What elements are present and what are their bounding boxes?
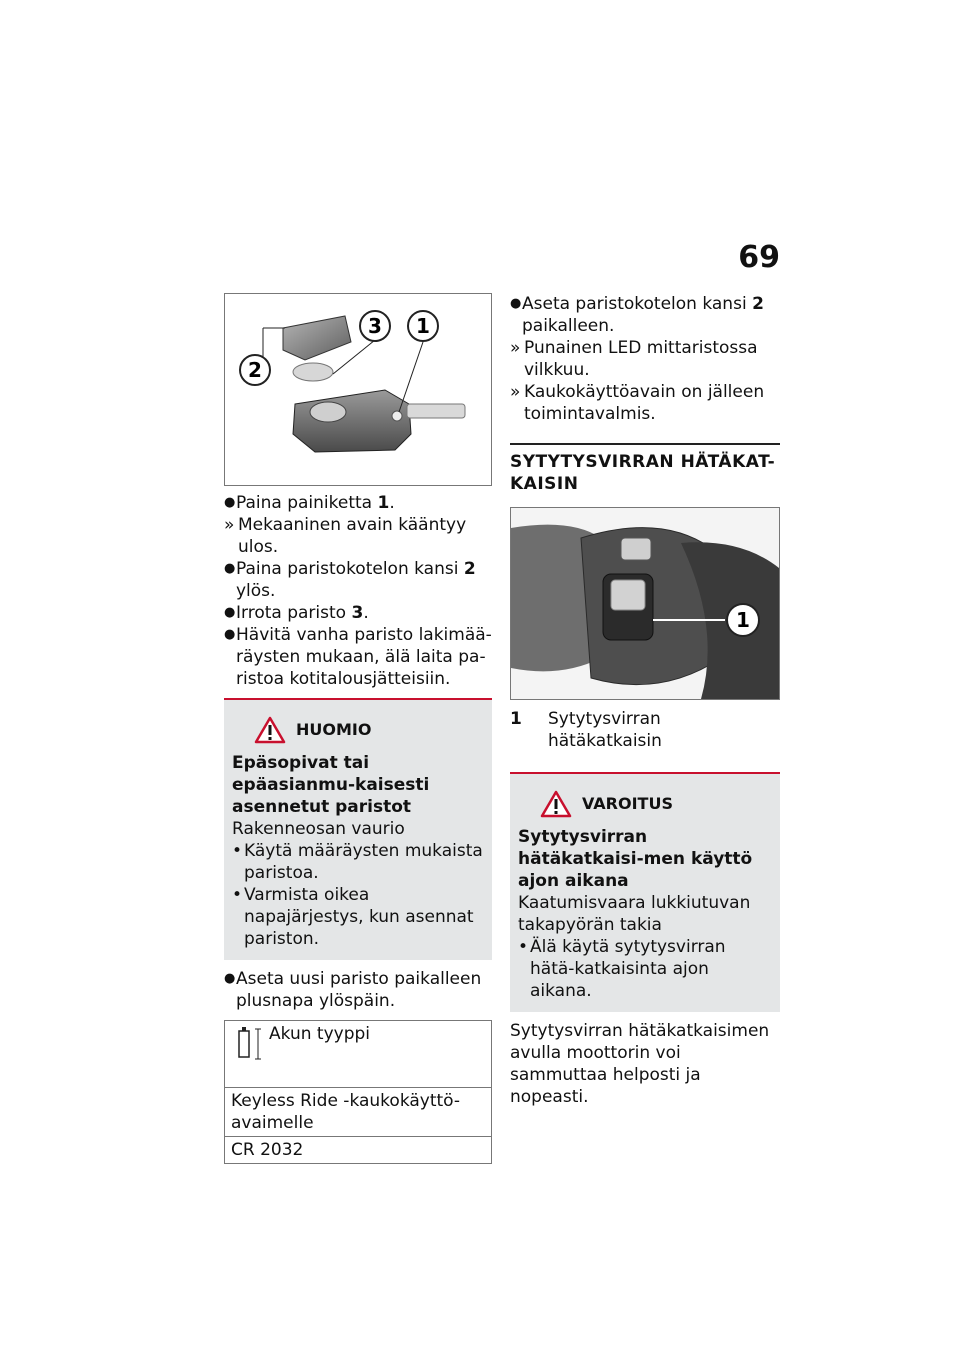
step-remove-battery: ● Irrota paristo 3. [224, 603, 369, 623]
svg-text:1: 1 [416, 314, 430, 338]
warning-title: VAROITUS [582, 794, 673, 813]
warning-bullet: • Älä käytä sytytysvirran hätä-katkaisinta ajon aikana. [518, 937, 726, 1001]
notice-bullet: • Käytä määräysten mukaista paristoa. [232, 841, 483, 883]
step-insert-battery: ● Aseta uusi paristo paikalleen plusnapa ylöspäin. [224, 969, 482, 1011]
spec-row-type: CR 2032 [225, 1137, 492, 1164]
warning-box [510, 772, 780, 1012]
step-refit-cover: ● Aseta paristokotelon kansi 2 paikalleen. [510, 294, 764, 336]
legend-number: 1 [510, 709, 522, 729]
kill-switch-photo [511, 508, 779, 699]
step-press-button: ● Paina painiketta 1. [224, 493, 395, 513]
spec-title: Akun tyyppi [269, 1024, 370, 1044]
warning-triangle-icon [540, 790, 572, 818]
kill-switch-figure [510, 507, 780, 700]
left-column [224, 293, 492, 1164]
notice-title: HUOMIO [296, 720, 372, 739]
notice-header [254, 716, 484, 744]
callout-1 [727, 604, 759, 636]
battery-spec-icon [231, 1023, 269, 1063]
result-key-out: » Mekaaninen avain kääntyy ulos. [224, 515, 467, 557]
callout-3 [360, 311, 390, 341]
step-open-cover: ● Paina paristokotelon kansi 2 ylös. [224, 559, 476, 601]
svg-text:2: 2 [248, 358, 262, 382]
result-key-ready: » Kaukokäyttöavain on jälleen toimintavalmis. [510, 382, 765, 424]
spec-title-cell [225, 1021, 492, 1088]
warning-triangle-icon [254, 716, 286, 744]
callout-2 [240, 355, 270, 385]
warning-cause: Sytytysvirran hätäkatkaisi-men käyttö ajon aikana [518, 827, 753, 891]
notice-box [224, 698, 492, 960]
section-paragraph: Sytytysvirran hätäkatkaisimen avulla moottorin voi sammuttaa helposti ja nopeasti. [510, 1021, 770, 1107]
key-battery-illustration [225, 294, 491, 485]
section-heading: SYTYTYSVIRRAN HÄTÄKAT-KAISIN [510, 443, 780, 495]
svg-text:3: 3 [368, 314, 382, 338]
notice-effect: Rakenneosan vaurio [232, 819, 405, 839]
svg-text:1: 1 [736, 608, 750, 632]
callout-1 [408, 311, 438, 341]
figure-legend [510, 708, 780, 752]
page-number: 69 [738, 240, 780, 275]
result-led-flashes: » Punainen LED mittaristossa vilkkuu. [510, 338, 758, 380]
battery-spec-table [224, 1020, 492, 1164]
warning-effect: Kaatumisvaara lukkiutuvan takapyörän takia [518, 893, 751, 935]
key-battery-figure [224, 293, 492, 486]
notice-bullet: • Varmista oikea napajärjestys, kun asennat pariston. [232, 885, 474, 949]
steps-list-a [224, 492, 492, 690]
legend-text: Sytytysvirran hätäkatkaisin [547, 709, 662, 751]
spec-row-application: Keyless Ride -kaukokäyttö-avaimelle [225, 1088, 492, 1137]
notice-cause: Epäsopivat tai epäasianmu-kaisesti asennetut paristot [232, 753, 430, 817]
step-dispose-battery: ● Hävitä vanha paristo lakimää-räysten mukaan, älä laita pa-ristoa kotitalousjätteisiin. [224, 625, 492, 689]
warning-header [540, 790, 772, 818]
right-column [510, 293, 780, 1108]
